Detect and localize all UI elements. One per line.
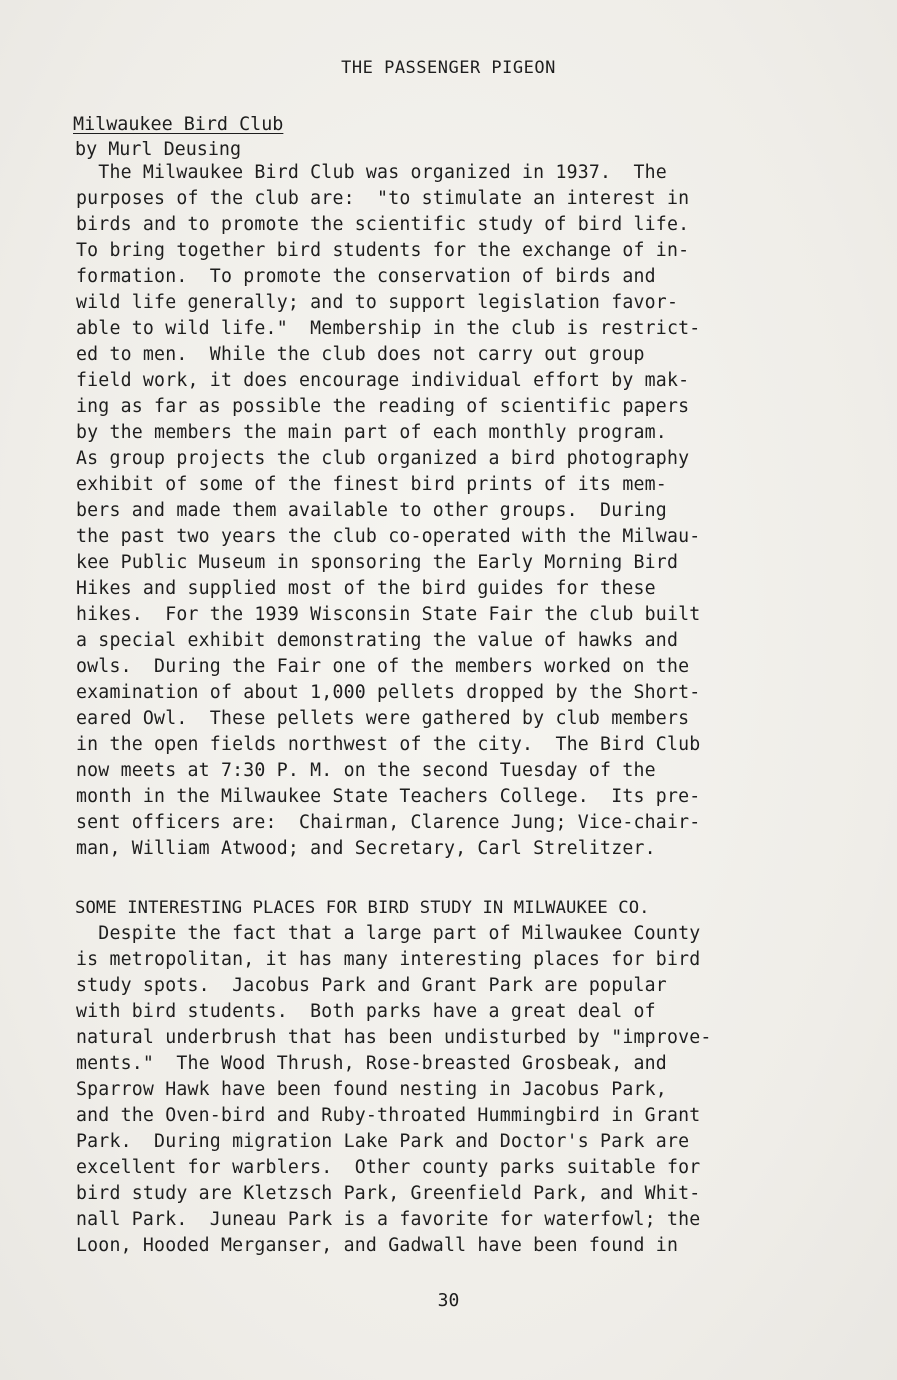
text-line: Loon, Hooded Merganser, and Gadwall have been found in [76, 1235, 679, 1256]
text-line: with bird students. Both parks have a great deal of [76, 1001, 656, 1022]
text-line: Despite the fact that a large part of Milwaukee County [76, 923, 701, 944]
text-line: is metropolitan, it has many interesting places for bird [76, 949, 701, 970]
text-line: bird study are Kletzsch Park, Greenfield Park, and Whit- [76, 1183, 701, 1204]
text-line: The Milwaukee Bird Club was organized in 1937. The [76, 162, 667, 183]
text-line: To bring together bird students for the exchange of in- [76, 240, 690, 261]
text-line: bers and made them available to other groups. During [76, 500, 667, 521]
running-header: THE PASSENGER PIGEON [341, 58, 556, 78]
text-line: man, William Atwood; and Secretary, Carl Strelitzer. [76, 838, 656, 859]
article-body [76, 160, 876, 862]
text-line: eared Owl. These pellets were gathered by club members [76, 708, 690, 729]
text-line: examination of about 1,000 pellets dropped by the Short- [76, 682, 701, 703]
text-line: exhibit of some of the finest bird prints of its mem- [76, 474, 667, 495]
text-line: field work, it does encourage individual effort by mak- [76, 370, 690, 391]
text-line: ments." The Wood Thrush, Rose-breasted Grosbeak, and [76, 1053, 667, 1074]
text-line: kee Public Museum in sponsoring the Early Morning Bird [76, 552, 679, 573]
text-line: purposes of the club are: "to stimulate an interest in [76, 188, 690, 209]
text-line: owls. During the Fair one of the members worked on the [76, 656, 690, 677]
text-line: now meets at 7:30 P. M. on the second Tuesday of the [76, 760, 656, 781]
text-line: the past two years the club co-operated with the Milwau- [76, 526, 701, 547]
text-line: hikes. For the 1939 Wisconsin State Fair the club built [76, 604, 701, 625]
page-number: 30 [437, 1290, 460, 1311]
text-line: nall Park. Juneau Park is a favorite for waterfowl; the [76, 1209, 701, 1230]
text-line: sent officers are: Chairman, Clarence Jung; Vice-chair- [76, 812, 701, 833]
text-line: As group projects the club organized a bird photography [76, 448, 690, 469]
text-line: formation. To promote the conservation of birds and [76, 266, 656, 287]
text-line: able to wild life." Membership in the club is restrict- [76, 318, 701, 339]
text-line: excellent for warblers. Other county parks suitable for [76, 1157, 701, 1178]
text-line: ed to men. While the club does not carry out group [76, 344, 645, 365]
text-line: birds and to promote the scientific study of bird life. [76, 214, 690, 235]
text-line: a special exhibit demonstrating the value of hawks and [76, 630, 679, 651]
text-line: by the members the main part of each monthly program. [76, 422, 667, 443]
text-line: wild life generally; and to support legislation favor- [76, 292, 679, 313]
article-byline: by Murl Deusing [75, 139, 242, 160]
text-line: natural underbrush that has been undisturbed by "improve- [76, 1027, 712, 1048]
text-line: Park. During migration Lake Park and Doctor's Park are [76, 1131, 690, 1152]
section-body [76, 921, 876, 1259]
text-line: in the open fields northwest of the city. The Bird Club [76, 734, 701, 755]
text-line: Hikes and supplied most of the bird guides for these [76, 578, 656, 599]
text-line: and the Oven-bird and Ruby-throated Hummingbird in Grant [76, 1105, 701, 1126]
article-title: Milwaukee Bird Club [73, 114, 284, 135]
text-line: study spots. Jacobus Park and Grant Park are popular [76, 975, 667, 996]
section-heading: SOME INTERESTING PLACES FOR BIRD STUDY IN MILWAUKEE CO. [75, 898, 650, 918]
text-line: ing as far as possible the reading of scientific papers [76, 396, 690, 417]
text-line: Sparrow Hawk have been found nesting in Jacobus Park, [76, 1079, 667, 1100]
text-line: month in the Milwaukee State Teachers College. Its pre- [76, 786, 701, 807]
